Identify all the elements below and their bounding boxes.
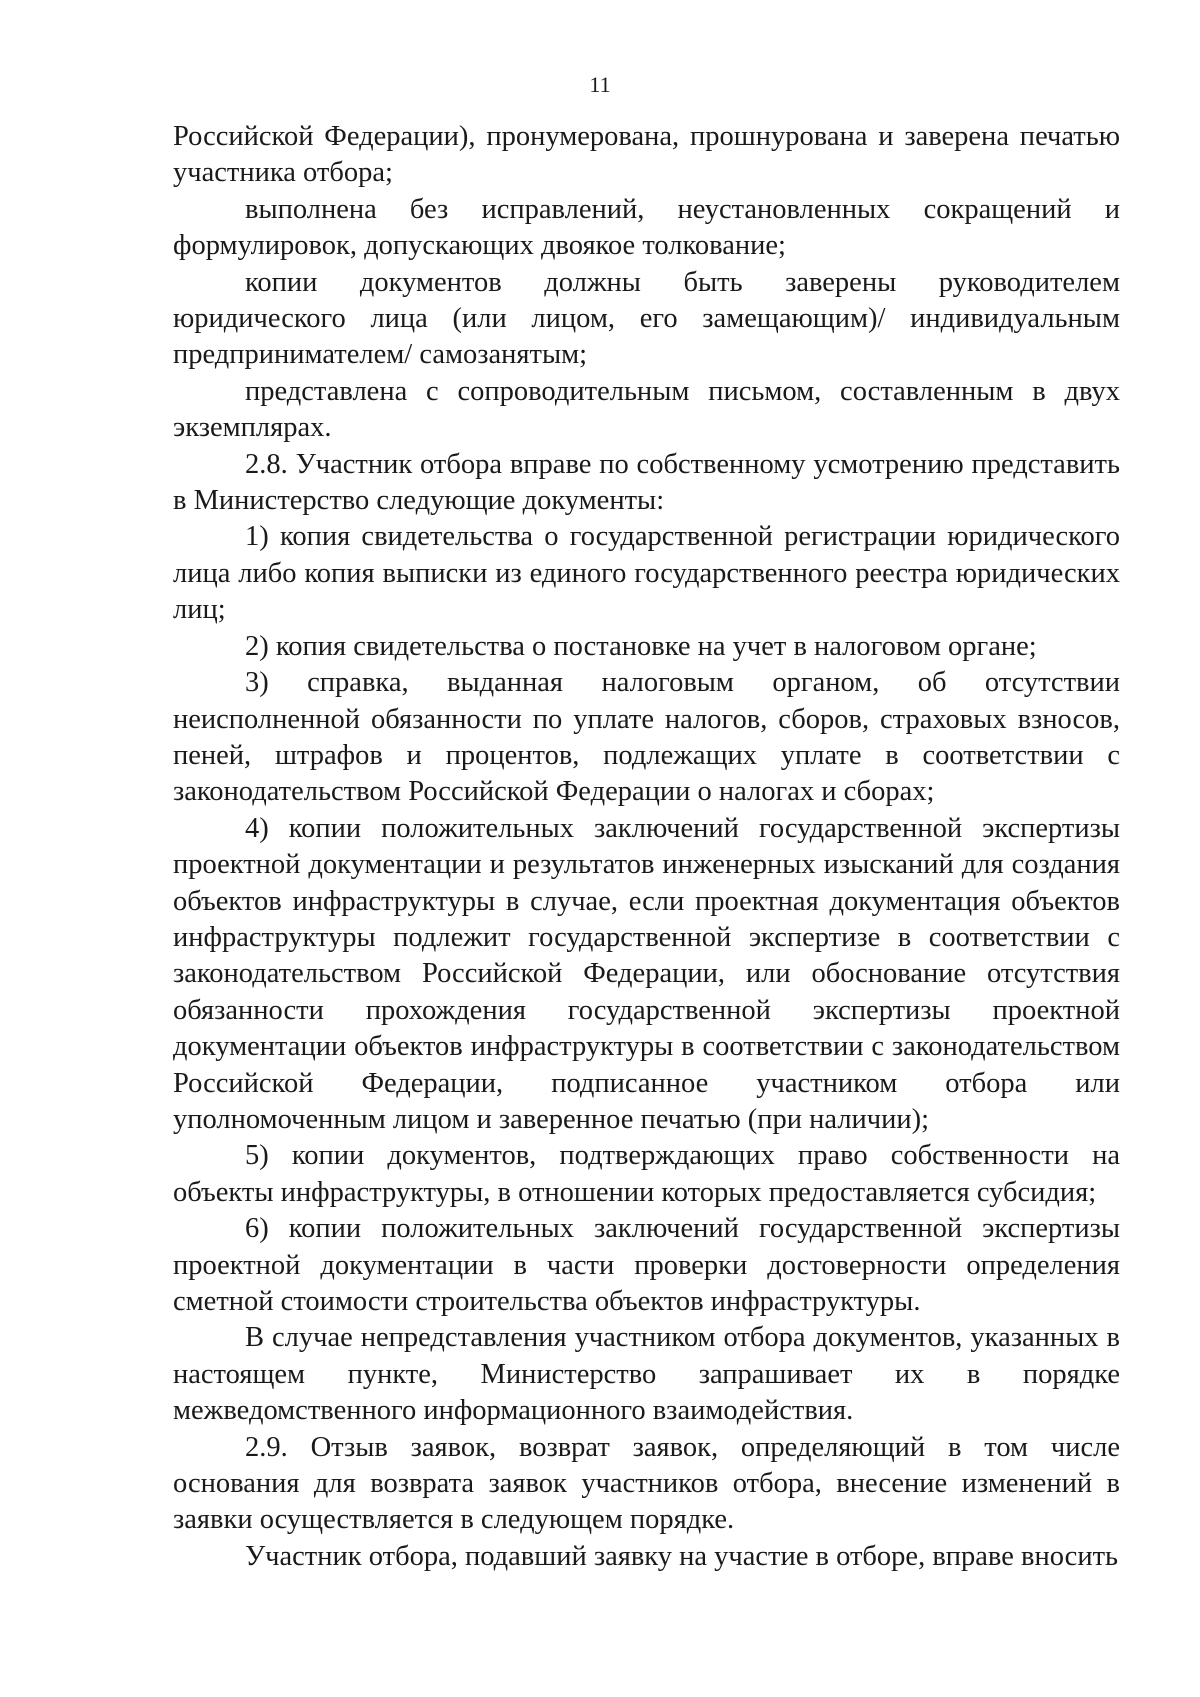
document-body [173,119,1120,1575]
page-number: 11 [589,72,611,97]
list-item-6: 6) копии положительных заключений государственной экспертизы проектной документации в части проверки достоверности определения сметной стоимости строительства объектов инфраструктуры. [173,1213,1120,1317]
paragraph-section-2-8: 2.8. Участник отбора вправе по собственному усмотрению представить в Министерство следующие документы: [173,448,1120,517]
paragraph-certified-copies: копии документов должны быть заверены руководителем юридического лица (или лицом, его замещающим)/ индивидуальным предпринимателем/ самозанятым; [173,266,1120,371]
paragraph-no-corrections: выполнена без исправлений, неустановленных сокращений и формулировок, допускающих двоякое толкование; [173,193,1120,262]
paragraph-participant-rights: Участник отбора, подавший заявку на участие в отборе, вправе вносить [245,1540,1119,1572]
paragraph-continuation: Российской Федерации), пронумерована, прошнурована и заверена печатью участника отбора; [173,121,1120,189]
list-item-5: 5) копии документов, подтверждающих право собственности на объекты инфраструктуры, в отношении которых предоставляется субсидия; [173,1140,1120,1208]
list-item-1: 1) копия свидетельства о государственной регистрации юридического лица либо копия выписки из единого государственного реестра юридических лиц; [173,521,1120,626]
list-item-3: 3) справка, выданная налоговым органом, об отсутствии неисполненной обязанности по уплате налогов, сборов, страховых взносов, пеней, штрафов и процентов, подлежащих уплате в соответствии с законодательством Российской Федерации о налогах и сборах; [173,667,1120,808]
paragraph-section-2-9: 2.9. Отзыв заявок, возврат заявок, определяющий в том числе основания для возврата заявок участников отбора, внесение изменений в заявки осуществляется в следующем порядке. [173,1431,1120,1536]
list-item-4: 4) копии положительных заключений государственной экспертизы проектной документации и результатов инженерных изысканий для создания объектов инфраструктуры в случае, если проектная документация объектов инфраструктуры подлежит государственной экспертизе в соответствии с законодательством Российской Федерации, или обоснование отсутствия обязанности прохождения государственной экспертизы проектной документации объектов инфраструктуры в соответствии с законодательством Российской Федерации, подписанное участником отбора или уполномоченным лицом и заверенное печатью (при наличии); [173,812,1120,1135]
paragraph-cover-letter: представлена с сопроводительным письмом, составленным в двух экземплярах. [173,375,1120,444]
list-item-2: 2) копия свидетельства о постановке на учет в налоговом органе; [245,630,1037,662]
paragraph-interagency-request: В случае непредставления участником отбора документов, указанных в настоящем пункте, Министерство запрашивает их в порядке межведомственного информационного взаимодействия. [173,1322,1120,1427]
